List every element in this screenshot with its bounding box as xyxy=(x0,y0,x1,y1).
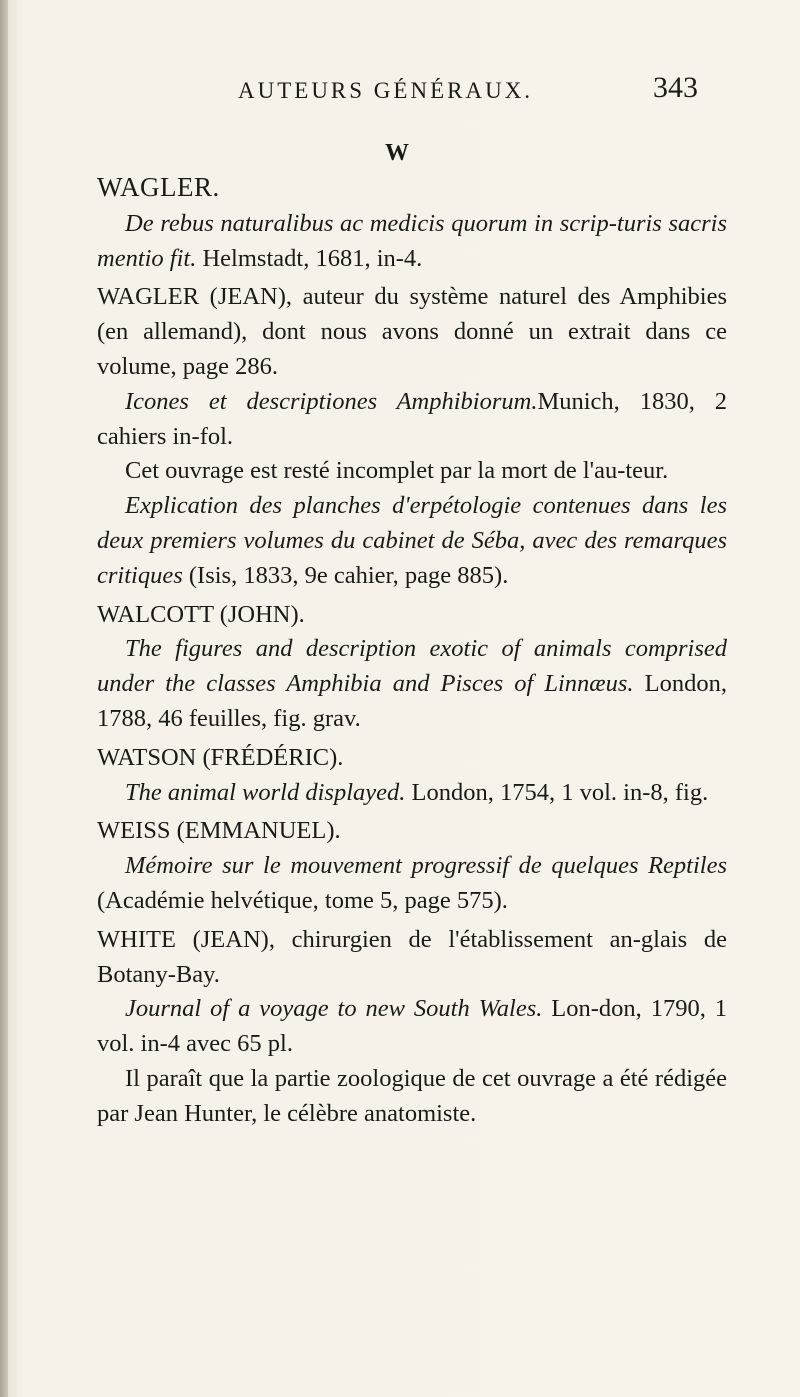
page-gutter xyxy=(0,0,8,1397)
bibliography-entry xyxy=(97,923,727,1132)
bibliography-entry xyxy=(97,741,727,811)
work-citation xyxy=(97,992,727,1062)
work-title: The animal world displayed. xyxy=(125,778,406,806)
author-name: WHITE xyxy=(97,925,176,953)
page-number: 343 xyxy=(653,71,698,104)
work-details: (Isis, 1833, 9e cahier, page 885). xyxy=(182,561,509,589)
work-title: The figures and description exotic of animals comprised under the classes Amphibia and Pisces of Linnæus. xyxy=(97,635,727,698)
work-citation xyxy=(97,489,727,593)
work-citation xyxy=(97,776,727,811)
author-given-name: (JOHN) xyxy=(219,600,299,628)
author-description: . xyxy=(298,600,305,628)
bibliography-entry xyxy=(97,814,727,918)
bibliography-entry xyxy=(97,598,727,737)
author-given-name: (FRÉDÉRIC) xyxy=(202,743,338,771)
work-title: Explication des planches d'erpétologie contenues dans les deux premiers volumes du cabinet de Séba, avec des remarques critiques xyxy=(97,492,727,589)
author-name: WAGLER xyxy=(97,283,200,311)
bibliography-entry xyxy=(97,280,727,593)
author-name: WEISS xyxy=(97,817,171,845)
work-details: Helmstadt, 1681, in-4. xyxy=(196,244,423,272)
work-details: Lon-don, 1790, 1 vol. in-4 avec 65 pl. xyxy=(97,995,727,1058)
work-details: (Académie helvétique, tome 5, page 575). xyxy=(97,886,508,914)
work-citation xyxy=(97,385,727,455)
work-note xyxy=(97,454,727,489)
author-name: WATSON xyxy=(97,743,197,771)
author-given-name: (JEAN) xyxy=(209,283,286,311)
author-given-name: (JEAN) xyxy=(192,925,269,953)
author-description: , chirurgien de l'établissement an-glais de Botany-Bay. xyxy=(97,925,727,988)
work-details: London, 1788, 46 feuilles, fig. grav. xyxy=(97,670,727,732)
author-description: . xyxy=(337,743,344,771)
author-description: , auteur du système naturel des Amphibies (en allemand), dont nous avons donné un extrait dans ce volume, page 286. xyxy=(97,283,728,380)
entry-heading xyxy=(97,280,727,384)
entry-heading xyxy=(97,814,727,849)
author-given-name: (EMMANUEL) xyxy=(176,817,335,845)
work-title: Journal of a voyage to new South Wales. xyxy=(125,995,543,1023)
author-name: WALCOTT xyxy=(97,600,214,628)
work-note xyxy=(97,1062,727,1132)
entry-heading xyxy=(97,741,727,776)
section-letter: W xyxy=(385,140,409,166)
work-citation xyxy=(97,849,727,919)
entry-heading xyxy=(97,170,727,207)
work-details: Munich, 1830, 2 cahiers in-fol. xyxy=(97,387,727,450)
running-title: AUTEURS GÉNÉRAUX. xyxy=(238,78,534,103)
work-details: London, 1754, 1 vol. in-8, fig. xyxy=(405,778,709,806)
work-title: De rebus naturalibus ac medicis quorum in scrip-turis sacris mentio fit. xyxy=(97,209,727,272)
work-title: Icones et descriptiones Amphibiorum. xyxy=(125,387,538,415)
bibliography-entry xyxy=(97,170,727,276)
entry-heading xyxy=(97,923,727,993)
note-text: Cet ouvrage est resté incomplet par la mort de l'au-teur. xyxy=(125,457,669,485)
note-text: Il paraît que la partie zoologique de cet ouvrage a été rédigée par Jean Hunter, le célèbre anatomiste. xyxy=(97,1064,727,1127)
work-citation xyxy=(97,632,727,736)
entry-heading xyxy=(97,598,727,633)
bibliography-entries xyxy=(97,170,727,1132)
work-citation xyxy=(97,207,727,277)
author-description: . xyxy=(334,817,341,845)
author-name: WAGLER. xyxy=(97,172,220,202)
work-title: Mémoire sur le mouvement progressif de quelques Reptiles xyxy=(125,852,727,880)
